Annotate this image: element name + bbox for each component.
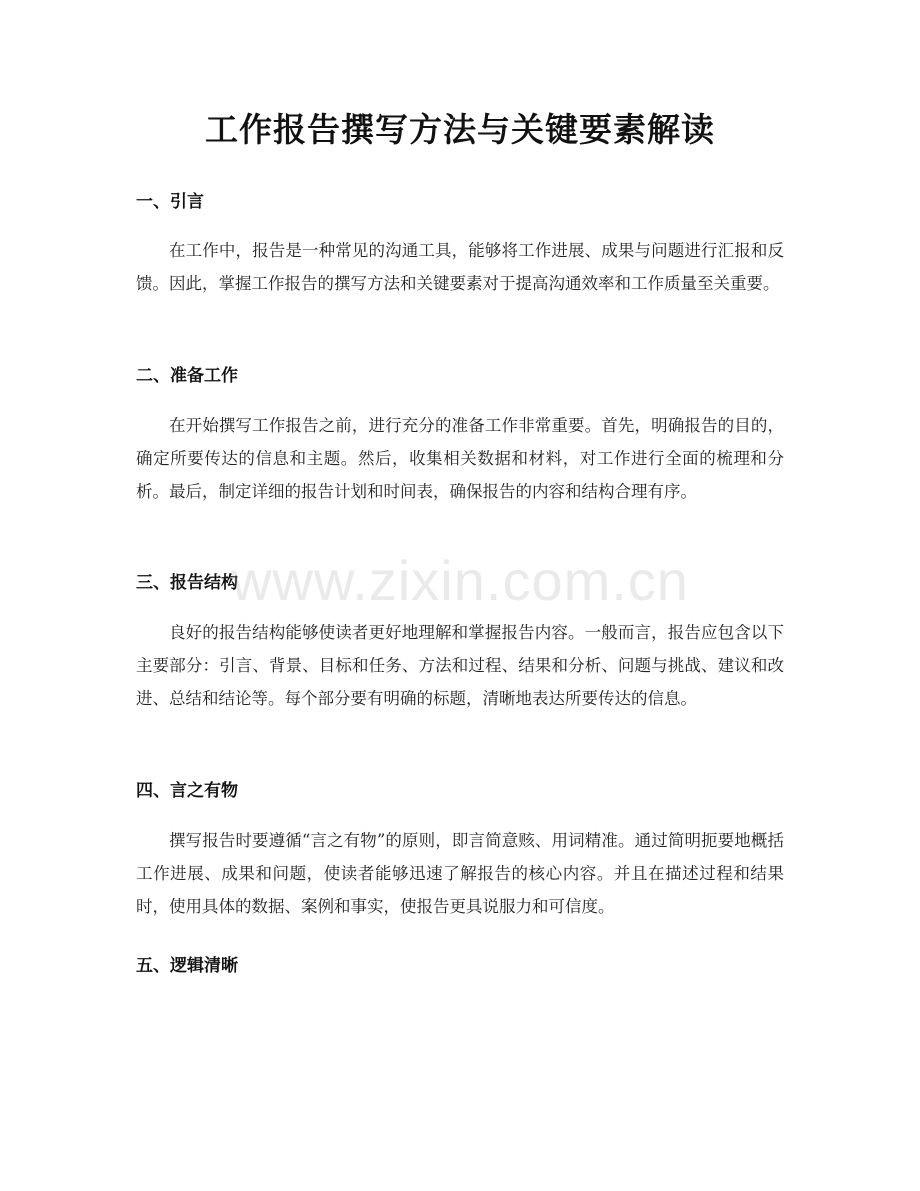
section-paragraph-substance: 撰写报告时要遵循“言之有物”的原则，即言简意赅、用词精准。通过简明扼要地概括工作进展、成果和问题，使读者能够迅速了解报告的核心内容。并且在描述过程和结果时，使用具体的数据、案例和事实，使报告更具说服力和可信度。 [136, 831, 784, 916]
section-paragraph-structure: 良好的报告结构能够使读者更好地理解和掌握报告内容。一般而言，报告应包含以下主要部分：引言、背景、目标和任务、方法和过程、结果和分析、问题与挑战、建议和改进、总结和结论等。每个部分要有明确的标题，清晰地表达所要传达的信息。 [136, 623, 784, 708]
section-paragraph-intro: 在工作中，报告是一种常见的沟通工具，能够将工作进展、成果与问题进行汇报和反馈。因此，掌握工作报告的撰写方法和关键要素对于提高沟通效率和工作质量至关重要。 [136, 241, 784, 293]
section-heading-intro: 一、引言 [136, 192, 204, 212]
section-heading-logic: 五、逻辑清晰 [136, 956, 238, 976]
watermark: www.zixin.com.cn [231, 549, 689, 612]
section-heading-structure: 三、报告结构 [136, 573, 238, 593]
section-heading-substance: 四、言之有物 [136, 781, 238, 801]
section-paragraph-preparation: 在开始撰写工作报告之前，进行充分的准备工作非常重要。首先，明确报告的目的，确定所要传达的信息和主题。然后，收集相关数据和材料，对工作进行全面的梳理和分析。最后，制定详细的报告计划和时间表，确保报告的内容和结构合理有序。 [136, 416, 784, 501]
page-title: 工作报告撰写方法与关键要素解读 [205, 110, 715, 149]
section-heading-preparation: 二、准备工作 [136, 366, 238, 386]
